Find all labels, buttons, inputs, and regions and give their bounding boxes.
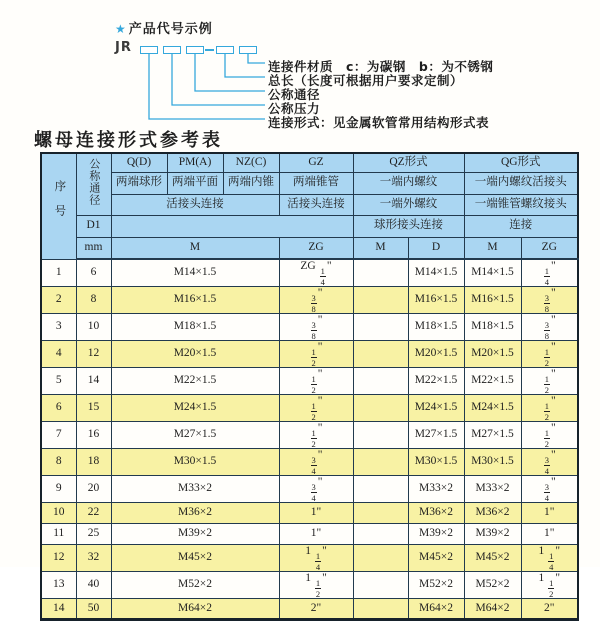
header-connect: 连接 [464,215,578,237]
cell-dn: 25 [76,524,111,545]
table-row [41,259,578,287]
cell-qz-m [353,259,408,287]
cell-gz: 2" [279,599,353,620]
header-qg-taper-joint: 一端锥管螺纹接头 [464,194,578,215]
cell-qz-d: M16×1.5 [408,287,464,314]
cell-qg-zg: 1" [521,503,578,524]
cell-gz: $\frac{1}{2}$ " [279,341,353,368]
cell-m-thread: M39×2 [111,524,279,545]
cell-qg-m: M30×1.5 [464,449,521,476]
table-row [41,572,578,599]
cell-gz: 1" [279,524,353,545]
cell-dn: 50 [76,599,111,620]
diagram-label: 连接形式：见金属软管常用结构形式表 [268,115,490,130]
cell-qz-m [353,422,408,449]
cell-m-thread: M45×2 [111,545,279,572]
code-box [239,46,257,54]
cell-dn: 12 [76,341,111,368]
cell-dn: 10 [76,314,111,341]
header-group-qz: QZ形式 [353,153,464,172]
cell-qz-m [353,287,408,314]
cell-qz-m [353,476,408,503]
cell-qg-zg: $\frac{3}{4}$ " [521,449,578,476]
header-nominal-diameter: 公称通径 [76,153,111,215]
cell-qz-d: M36×2 [408,503,464,524]
header-ball-joint-connect: 球形接头连接 [353,215,464,237]
nut-connection-table [40,152,579,621]
cell-serial: 1 [41,259,76,287]
cell-qz-d: M27×1.5 [408,422,464,449]
cell-qz-d: M30×1.5 [408,449,464,476]
header-pma-desc: 两端平面 [167,172,223,194]
cell-qz-d: M64×2 [408,599,464,620]
header-group-qd: Q(D) [111,153,167,172]
cell-qz-d: M18×1.5 [408,314,464,341]
code-dash [205,49,214,51]
cell-qg-m: M14×1.5 [464,259,521,287]
cell-serial: 7 [41,422,76,449]
table-body [41,259,578,620]
header-group-qg: QG形式 [464,153,578,172]
table-header [41,153,578,259]
cell-serial: 5 [41,368,76,395]
table-row [41,524,578,545]
cell-qg-zg: $\frac{1}{2}$ " [521,341,578,368]
cell-qz-d: M52×2 [408,572,464,599]
cell-qg-m: M16×1.5 [464,287,521,314]
cell-m-thread: M64×2 [111,599,279,620]
code-box [186,46,204,54]
cell-serial: 12 [41,545,76,572]
table-row [41,503,578,524]
star-icon: ★ [115,22,127,36]
cell-serial: 6 [41,395,76,422]
cell-dn: 8 [76,287,111,314]
cell-dn: 6 [76,259,111,287]
cell-qg-zg: 1 $\frac{1}{4}$ " [521,545,578,572]
cell-qg-zg: 2" [521,599,578,620]
cell-qg-zg: 1 $\frac{1}{2}$ " [521,572,578,599]
cell-gz: ZG $\frac{1}{4}$ " [279,259,353,287]
cell-qg-m: M24×1.5 [464,395,521,422]
cell-qz-m [353,368,408,395]
code-box [216,46,234,54]
code-prefix: JR [115,40,132,55]
cell-m-thread: M18×1.5 [111,314,279,341]
table-row [41,422,578,449]
table-row [41,395,578,422]
table-row [41,287,578,314]
cell-gz: $\frac{3}{8}$ " [279,287,353,314]
header-qz-ext-thread: 一端外螺纹 [353,194,464,215]
table-row [41,341,578,368]
cell-gz: 1 $\frac{1}{2}$ " [279,572,353,599]
cell-serial: 8 [41,449,76,476]
cell-m-thread: M22×1.5 [111,368,279,395]
cell-qz-d: M33×2 [408,476,464,503]
table-row [41,368,578,395]
header-union-connect: 活接头连接 [111,194,279,215]
cell-qg-m: M39×2 [464,524,521,545]
header-blank [111,215,353,237]
cell-gz: 1 $\frac{1}{4}$ " [279,545,353,572]
cell-m-thread: M52×2 [111,572,279,599]
cell-qz-d: M45×2 [408,545,464,572]
header-unit-qz-m: M [353,237,408,259]
cell-qg-m: M20×1.5 [464,341,521,368]
cell-qg-zg: 1" [521,524,578,545]
code-box [163,46,181,54]
cell-qz-m [353,572,408,599]
cell-qz-m [353,449,408,476]
diagram-title [115,18,213,37]
header-mm: mm [76,237,111,259]
diagram-label: 公称压力 [268,101,321,116]
cell-qg-zg: $\frac{1}{4}$ " [521,259,578,287]
cell-qg-zg: $\frac{3}{8}$ " [521,287,578,314]
cell-qz-m [353,314,408,341]
cell-serial: 10 [41,503,76,524]
cell-qg-m: M33×2 [464,476,521,503]
cell-m-thread: M30×1.5 [111,449,279,476]
cell-qz-m [353,341,408,368]
header-unit-qg-m: M [464,237,521,259]
cell-qz-m [353,524,408,545]
header-gz-desc: 两端锥管 [279,172,353,194]
diagram-label: 公称通径 [268,87,321,102]
header-qg-desc: 一端内螺纹活接头 [464,172,578,194]
header-qz-desc: 一端内螺纹 [353,172,464,194]
cell-qz-d: M24×1.5 [408,395,464,422]
table-row [41,476,578,503]
cell-qz-m [353,599,408,620]
cell-gz: $\frac{1}{2}$ " [279,368,353,395]
cell-dn: 22 [76,503,111,524]
cell-qg-m: M18×1.5 [464,314,521,341]
header-d1: D1 [76,215,111,237]
cell-qz-d: M39×2 [408,524,464,545]
cell-dn: 18 [76,449,111,476]
header-group-gz: GZ [279,153,353,172]
cell-dn: 16 [76,422,111,449]
cell-qg-zg: $\frac{3}{4}$ " [521,476,578,503]
cell-gz: $\frac{1}{2}$ " [279,422,353,449]
cell-qg-m: M64×2 [464,599,521,620]
cell-m-thread: M16×1.5 [111,287,279,314]
cell-m-thread: M27×1.5 [111,422,279,449]
header-unit-zg: ZG [279,237,353,259]
cell-m-thread: M36×2 [111,503,279,524]
table-title: 螺母连接形式参考表 [34,130,223,151]
table-row [41,449,578,476]
header-nzc-desc: 两端内锥 [223,172,279,194]
cell-qg-m: M45×2 [464,545,521,572]
diagram-label: 总长（长度可根据用户要求定制） [268,73,464,88]
cell-dn: 14 [76,368,111,395]
cell-qg-zg: $\frac{1}{2}$ " [521,368,578,395]
table-row [41,545,578,572]
header-group-nzc: NZ(C) [223,153,279,172]
cell-qz-m [353,395,408,422]
cell-qg-m: M52×2 [464,572,521,599]
cell-qg-m: M27×1.5 [464,422,521,449]
header-gz-union-connect: 活接头连接 [279,194,353,215]
header-unit-qg-zg: ZG [521,237,578,259]
cell-qz-m [353,503,408,524]
cell-serial: 13 [41,572,76,599]
cell-gz: 1" [279,503,353,524]
header-qd-desc: 两端球形 [111,172,167,194]
cell-m-thread: M24×1.5 [111,395,279,422]
header-group-pma: PM(A) [167,153,223,172]
cell-qg-m: M36×2 [464,503,521,524]
diagram-title-text: 产品代号示例 [128,22,213,37]
cell-qg-zg: $\frac{1}{2}$ " [521,395,578,422]
header-serial: 序号 [41,153,76,259]
cell-serial: 2 [41,287,76,314]
cell-serial: 14 [41,599,76,620]
cell-dn: 15 [76,395,111,422]
cell-qz-d: M22×1.5 [408,368,464,395]
cell-qz-d: M14×1.5 [408,259,464,287]
header-unit-qz-d: D [408,237,464,259]
cell-dn: 20 [76,476,111,503]
cell-gz: $\frac{3}{4}$ " [279,476,353,503]
cell-m-thread: M20×1.5 [111,341,279,368]
cell-qz-m [353,545,408,572]
cell-gz: $\frac{1}{2}$ " [279,395,353,422]
cell-serial: 11 [41,524,76,545]
cell-dn: 40 [76,572,111,599]
cell-qg-m: M22×1.5 [464,368,521,395]
cell-gz: $\frac{3}{8}$ " [279,314,353,341]
cell-qg-zg: $\frac{3}{8}$ " [521,314,578,341]
table-row [41,314,578,341]
diagram-label: 连接件材质 c：为碳钢 b：为不锈钢 [268,59,494,74]
cell-dn: 32 [76,545,111,572]
code-box [140,46,158,54]
cell-qg-zg: $\frac{1}{2}$ " [521,422,578,449]
header-unit-m: M [111,237,279,259]
cell-qz-d: M20×1.5 [408,341,464,368]
table-row [41,599,578,620]
cell-serial: 4 [41,341,76,368]
cell-serial: 3 [41,314,76,341]
cell-m-thread: M14×1.5 [111,259,279,287]
cell-gz: $\frac{3}{4}$ " [279,449,353,476]
cell-m-thread: M33×2 [111,476,279,503]
cell-serial: 9 [41,476,76,503]
